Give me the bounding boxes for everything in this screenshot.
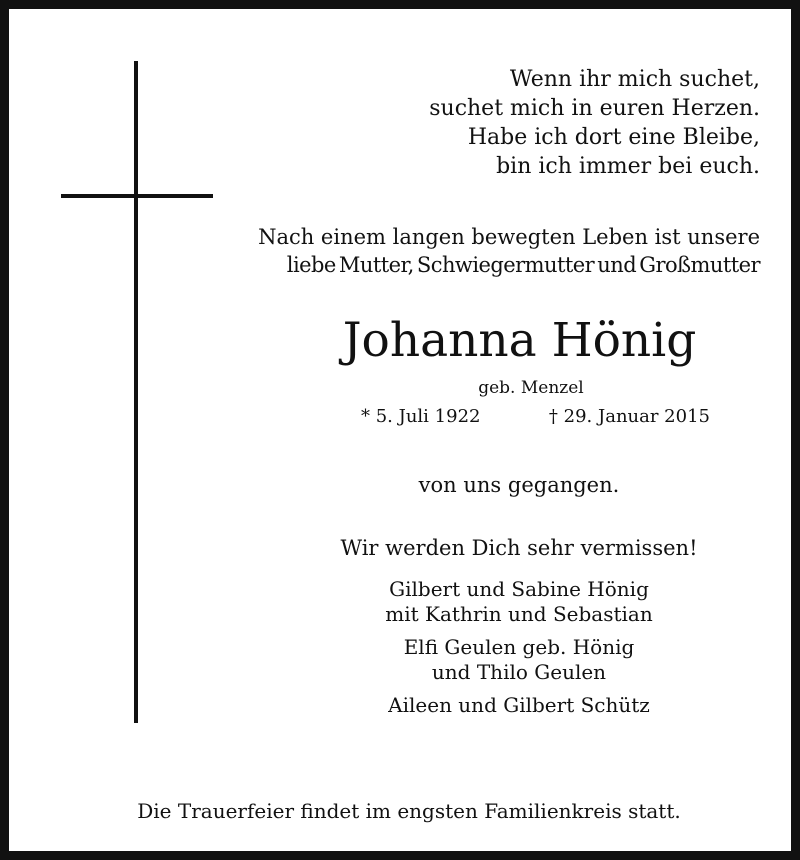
mourner-name: Elfi Geulen geb. Hönig xyxy=(403,635,635,659)
cross-icon-vertical xyxy=(134,61,138,723)
mourner-group xyxy=(309,635,729,685)
birth-date: * 5. Juli 1922 xyxy=(361,406,481,427)
death-date: † 29. Januar 2015 xyxy=(548,406,710,427)
intro-line: Nach einem langen bewegten Leben ist unsere xyxy=(258,225,760,249)
cross-icon-horizontal xyxy=(61,194,213,198)
mourner-name: Aileen und Gilbert Schütz xyxy=(388,693,650,717)
closing-note: Die Trauerfeier findet im engsten Familienkreis statt. xyxy=(137,799,681,823)
verse-line: suchet mich in euren Herzen. xyxy=(429,96,760,121)
mourner-group xyxy=(309,577,729,627)
mourner-name: und Thilo Geulen xyxy=(431,660,607,684)
mourner-list xyxy=(309,577,729,726)
deceased-name: Johanna Hönig xyxy=(342,313,697,368)
verse-line: Wenn ihr mich suchet, xyxy=(509,67,760,92)
birth-name: geb. Menzel xyxy=(478,378,584,398)
departed-text: von uns gegangen. xyxy=(418,473,620,497)
mourner-name: Gilbert und Sabine Hönig xyxy=(389,577,649,601)
miss-text: Wir werden Dich sehr vermissen! xyxy=(340,536,698,560)
verse-line: bin ich immer bei euch. xyxy=(496,154,760,179)
intro-line: liebe Mutter, Schwiegermutter und Großmutter xyxy=(286,253,760,277)
announcement-intro xyxy=(258,223,760,279)
mourner-group xyxy=(309,693,729,718)
memorial-verse xyxy=(429,65,760,181)
life-dates xyxy=(361,405,711,429)
verse-line: Habe ich dort eine Bleibe, xyxy=(467,125,760,150)
mourner-name: mit Kathrin und Sebastian xyxy=(385,602,653,626)
